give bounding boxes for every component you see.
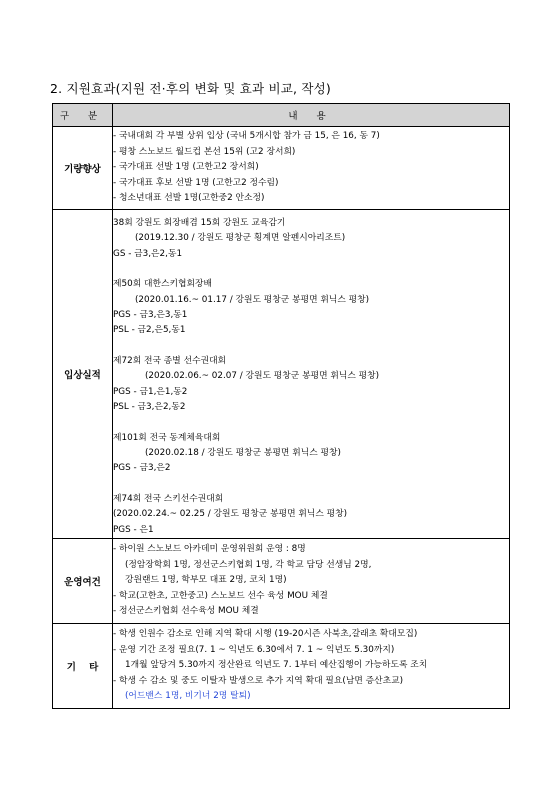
list-item: - 학생 수 감소 및 중도 이탈자 발생으로 추가 지역 확대 필요(남면 증산초교): [113, 675, 404, 686]
list-item: (정암장학회 1명, 정선군스키협회 1명, 각 학교 담당 선생님 2명,: [125, 559, 372, 570]
category-other: 기 타: [53, 624, 113, 709]
medal-result: GS - 금3,은2,동1: [113, 248, 183, 259]
table-row-other: [53, 624, 510, 709]
category-skill: 기량향상: [53, 127, 113, 210]
competition-date-venue: (2020.02.24.~ 02.25 / 강원도 평창군 봉평면 휘닉스 평창): [113, 509, 348, 520]
list-item: 1개월 앞당겨 5.30까지 정산완료 익년도 7. 1부터 예산집행이 가능하도록 조치: [125, 660, 428, 671]
competition-date-venue: (2019.12.30 / 강원도 평창군 횡계면 알펜시아리조트): [135, 233, 346, 244]
category-operations: 운영여건: [53, 539, 113, 624]
table-header-row: [53, 104, 510, 127]
medal-result: PGS - 금3,은2: [113, 463, 171, 474]
medal-result: PSL - 금2,은5,동1: [113, 325, 186, 336]
table-row-awards: [53, 210, 510, 539]
section-title: 2. 지원효과(지원 전·후의 변화 및 효과 비교, 작성): [50, 81, 331, 96]
competition-name: 38회 강원도 회장배겸 15회 강원도 교육감기: [113, 218, 286, 228]
competition-date-venue: (2020.02.06.~ 02.07 / 강원도 평창군 봉평면 휘닉스 평창): [145, 371, 380, 382]
spacer: [113, 262, 509, 278]
medal-result: PGS - 금1,은1,동2: [113, 386, 188, 397]
list-item-highlight: (어드밴스 1명, 비기너 2명 탈퇴): [125, 691, 251, 702]
list-item: - 청소년대표 선발 1명(고한중2 안소정): [113, 193, 265, 204]
content-awards: [113, 210, 510, 539]
medal-result: PGS - 금3,은3,동1: [113, 309, 188, 320]
table-row-operations: [53, 539, 510, 624]
list-item: - 국내대회 각 부별 상위 입상 (국내 5개시합 참가 금 15, 은 16, 동 7): [113, 131, 380, 142]
list-item: - 학교(고한초, 고한중고) 스노보드 선수 육성 MOU 체결: [113, 590, 328, 601]
content-skill: [113, 127, 510, 210]
table-row-skill: [53, 127, 510, 210]
medal-result: PSL - 금3,은2,동2: [113, 401, 186, 412]
list-item: 강원랜드 1명, 학부모 대표 2명, 코치 1명): [125, 575, 287, 586]
competition-date-venue: (2020.02.18 / 강원도 평창군 봉평면 휘닉스 평창): [145, 448, 341, 459]
list-item: - 운영 기간 조정 필요(7. 1 ~ 익년도 6.30에서 7. 1 ~ 익년도 5.30까지): [113, 644, 395, 655]
header-category: 구 분: [53, 104, 113, 127]
medal-result: PGS - 은1: [113, 524, 154, 535]
spacer: [113, 339, 509, 355]
content-other: [113, 624, 510, 709]
header-content: 내 용: [113, 104, 510, 127]
list-item: - 하이원 스노보드 아카데미 운영위원회 운영 : 8명: [113, 544, 306, 555]
competition-date-venue: (2020.01.16.~ 01.17 / 강원도 평창군 봉평면 휘닉스 평창): [135, 294, 370, 305]
content-operations: [113, 539, 510, 624]
spacer: [113, 477, 509, 493]
competition-name: 제74회 전국 스키선수권대회: [113, 494, 224, 505]
category-awards: 입상실적: [53, 210, 113, 539]
competition-name: 제50회 대한스키협회장배: [113, 279, 212, 290]
competition-name: 제72회 전국 종별 선수권대회: [113, 356, 227, 367]
list-item: - 학생 인원수 감소로 인해 지역 확대 시행 (19-20시즌 사북초,갈래초 확대모집): [113, 629, 418, 640]
list-item: - 국가대표 후보 선발 1명 (고한고2 정수림): [113, 177, 279, 188]
competition-name: 제101회 전국 동계체육대회: [113, 432, 221, 443]
list-item: - 국가대표 선발 1명 (고한고2 장서희): [113, 162, 259, 173]
list-item: - 정선군스키협회 선수육성 MOU 체결: [113, 606, 259, 617]
spacer: [113, 415, 509, 431]
effects-table: [52, 103, 510, 709]
list-item: - 평창 스노보드 월드컵 본선 15위 (고2 장서희): [113, 146, 296, 157]
